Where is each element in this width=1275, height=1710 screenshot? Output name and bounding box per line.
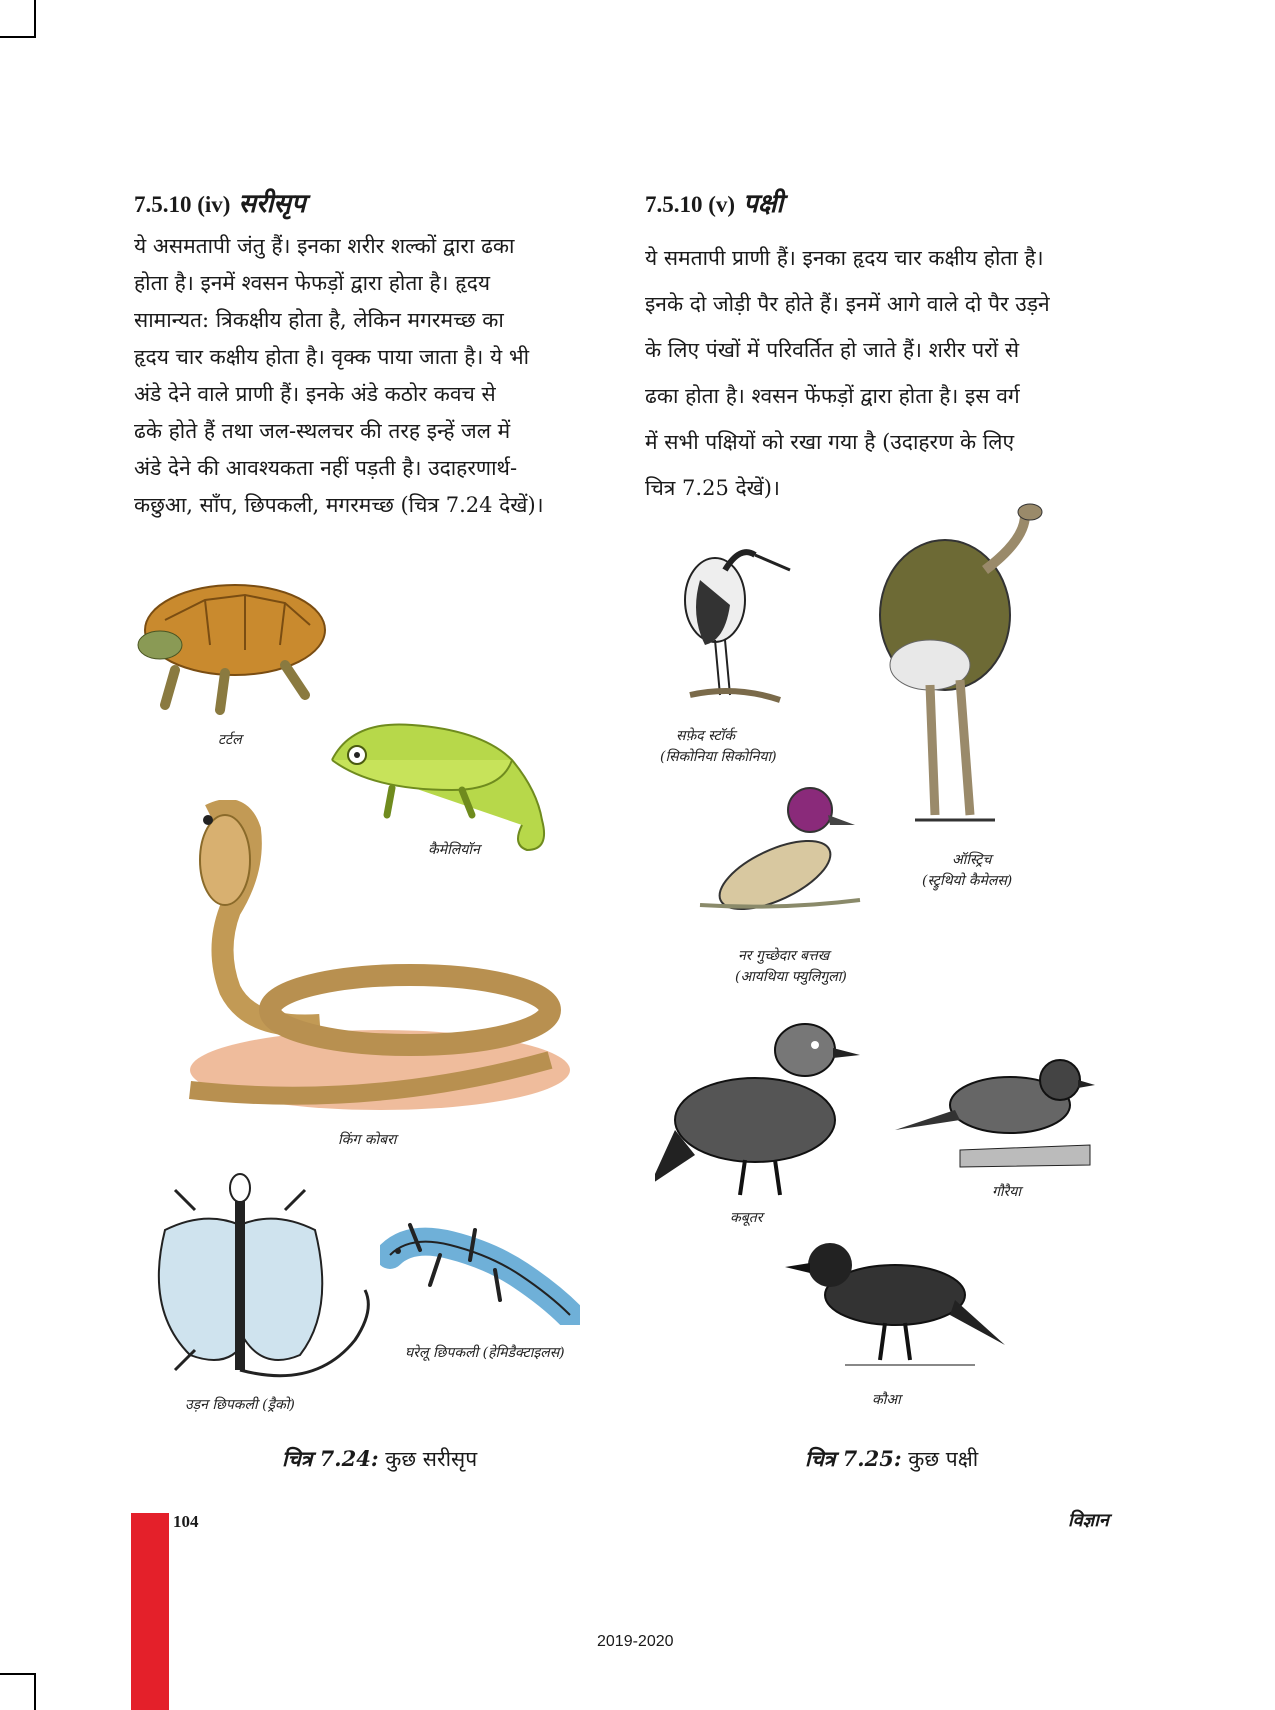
para-line: अंडे देने की आवश्यकता नहीं पड़ती है। उदाहरणार्थ-: [134, 456, 518, 480]
red-margin-bar: [131, 1513, 169, 1710]
caption-text: कुछ पक्षी: [908, 1447, 979, 1471]
para-line: सामान्यत: त्रिकक्षीय होता है, लेकिन मगरमच्छ का: [134, 308, 504, 332]
para-line: ढका होता है। श्वसन फेंफड़ों द्वारा होता है। इस वर्ग: [645, 384, 1020, 408]
stork-illustration: [670, 535, 800, 710]
book-title: विज्ञान: [1068, 1510, 1109, 1531]
duck-illustration: [690, 780, 870, 920]
crop-mark-bottom: [34, 1673, 36, 1710]
reptiles-paragraph: [134, 228, 604, 524]
sparrow-label: गौरैया: [992, 1184, 1021, 1200]
para-line: होता है। इनमें श्वसन फेफड़ों द्वारा होता है। हृदय: [134, 271, 491, 295]
stork-label: सफ़ेद स्टॉर्क: [676, 728, 736, 744]
para-line: इनके दो जोड़ी पैर होते हैं। इनमें आगे वाले दो पैर उड़ने: [645, 292, 1050, 316]
turtle-label: टर्टल: [218, 732, 242, 748]
para-line: कछुआ, साँप, छिपकली, मगरमच्छ (चित्र 7.24 देखें)।: [134, 493, 544, 517]
reptiles-heading: [134, 184, 306, 220]
section-title: पक्षी: [743, 189, 784, 218]
year-footer: 2019-2020: [597, 1633, 674, 1650]
caption-text: कुछ सरीसृप: [385, 1447, 478, 1471]
ostrich-label: ऑस्ट्रिच: [952, 852, 992, 868]
para-line: हृदय चार कक्षीय होता है। वृक्क पाया जाता है। ये भी: [134, 345, 530, 369]
sparrow-illustration: [890, 1045, 1100, 1170]
para-line: चित्र 7.25 देखें)।: [645, 476, 780, 500]
crow-label: कौआ: [872, 1392, 901, 1408]
flying-lizard-illustration: [135, 1170, 385, 1390]
section-title: सरीसृप: [238, 189, 306, 218]
ostrich-illustration: [875, 500, 1070, 840]
para-line: ये असमतापी जंतु हैं। इनका शरीर शल्कों द्वारा ढका: [134, 234, 515, 258]
section-number: 7.5.10 (iv): [134, 192, 231, 217]
birds-paragraph: [645, 235, 1115, 511]
turtle-illustration: [135, 565, 335, 715]
house-lizard-label: घरेलू छिपकली (हेमिडैक्टाइलस): [405, 1345, 565, 1361]
birds-heading: [645, 184, 783, 220]
house-lizard-illustration: [380, 1215, 580, 1325]
section-number: 7.5.10 (v): [645, 192, 736, 217]
para-line: में सभी पक्षियों को रखा गया है (उदाहरण के लिए: [645, 430, 1015, 454]
duck-label: नर गुच्छेदार बत्तख: [738, 948, 830, 964]
crow-illustration: [785, 1235, 1010, 1375]
para-line: ढके होते हैं तथा जल-स्थलचर की तरह इन्हें जल में: [134, 419, 511, 443]
duck-scientific-label: (आयथिया फ्युलिगुला): [735, 969, 847, 985]
figure-7-24-caption: [282, 1445, 477, 1473]
crop-mark-bottom-h: [0, 1673, 36, 1675]
crop-mark-top-h: [0, 36, 36, 38]
crop-mark-top: [34, 0, 36, 38]
caption-number: चित्र 7.24:: [282, 1446, 379, 1471]
page-number: 104: [173, 1512, 199, 1531]
stork-scientific-label: (सिकोनिया सिकोनिया): [660, 749, 777, 765]
caption-number: चित्र 7.25:: [805, 1446, 902, 1471]
flying-lizard-label: उड़न छिपकली (ड्रैको): [185, 1397, 295, 1413]
para-line: अंडे देने वाले प्राणी हैं। इनके अंडे कठोर कवच से: [134, 382, 496, 406]
figure-7-25-caption: [805, 1445, 978, 1473]
para-line: के लिए पंखों में परिवर्तित हो जाते हैं। शरीर परों से: [645, 338, 1020, 362]
king-cobra-illustration: [170, 800, 580, 1120]
pigeon-label: कबूतर: [730, 1210, 763, 1226]
king-cobra-label: किंग कोबरा: [338, 1132, 397, 1148]
chameleon-label: कैमेलियॉन: [428, 842, 480, 858]
pigeon-illustration: [655, 1010, 875, 1205]
para-line: ये समतापी प्राणी हैं। इनका हृदय चार कक्षीय होता है।: [645, 246, 1044, 270]
ostrich-scientific-label: (स्ट्रुथियो कैमेलस): [922, 873, 1013, 889]
